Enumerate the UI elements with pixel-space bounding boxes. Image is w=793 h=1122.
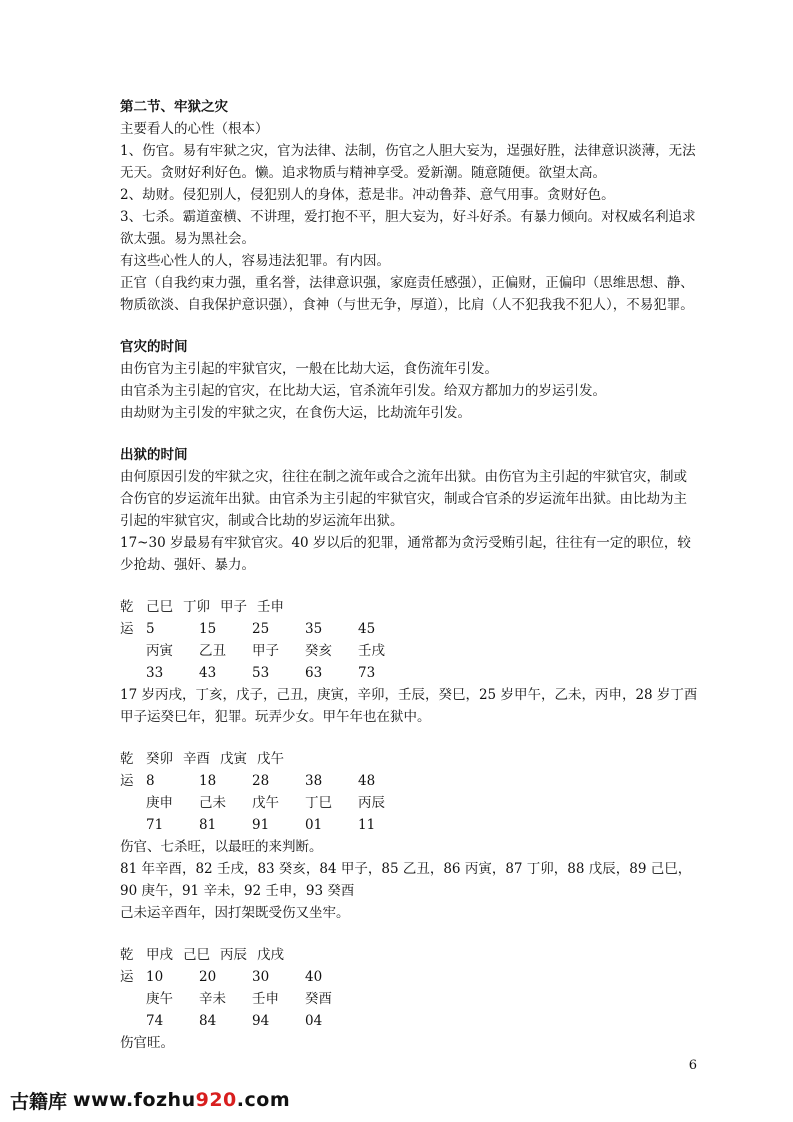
- chart-luck-row: [120, 988, 700, 1010]
- paragraph-item: 3、七杀。霸道蛮横、不讲理，爱打抱不平，胆大妄为，好斗好杀。有暴力倾向。对权威名利追求欲太强。易为黑社会。: [120, 209, 696, 247]
- chart-year: 01: [305, 817, 323, 833]
- chart-pillar: 丙辰: [220, 947, 247, 963]
- chart-year: 84: [199, 1013, 217, 1029]
- page-number: 6: [688, 1058, 697, 1073]
- chart-pillar: 丁卯: [183, 599, 210, 615]
- chart-luck: 癸亥: [305, 643, 332, 659]
- chart-pillar: 甲戌: [146, 947, 173, 963]
- chart-age: 5: [146, 621, 155, 637]
- paragraph-line: 17~30 岁最易有牢狱官灾。40 岁以后的犯罪，通常都为贪污受贿引起，往往有一定的职位，较少抢劫、强奸、暴力。: [120, 535, 691, 573]
- paragraph-item: 有这些心性人的人，容易违法犯罪。有内因。: [120, 253, 390, 269]
- chart-luck: 丙辰: [358, 795, 385, 811]
- chart-years-row: [120, 814, 700, 836]
- chart-age: 35: [305, 621, 323, 637]
- chart-pillar: 戊午: [257, 751, 284, 767]
- section-heading-guanzai: 官灾的时间: [120, 339, 188, 355]
- chart-luck: 壬申: [252, 991, 279, 1007]
- chart-age: 15: [199, 621, 217, 637]
- chart-age: 38: [305, 773, 323, 789]
- chart-luck: 壬戌: [358, 643, 385, 659]
- chart-age: 28: [252, 773, 270, 789]
- chart-note: 己未运辛酉年，因打架既受伤又坐牢。: [120, 905, 350, 921]
- watermark-url-suffix: .com: [236, 1089, 291, 1111]
- chart-year: 74: [146, 1013, 164, 1029]
- chart-age: 48: [358, 773, 376, 789]
- chart-pillar: 癸卯: [146, 751, 173, 767]
- chart-year: 94: [252, 1013, 270, 1029]
- site-watermark: [10, 1085, 290, 1115]
- chart-age: 40: [305, 969, 323, 985]
- chart-note: 伤官旺。: [120, 1035, 174, 1051]
- bazi-chart: [120, 596, 700, 728]
- chart-pillars-row: [120, 748, 700, 770]
- section-heading-chuyu: 出狱的时间: [120, 447, 188, 463]
- chart-note: 81 年辛酉，82 壬戌，83 癸亥，84 甲子，85 乙丑，86 丙寅，87 丁卯，88 戊辰，89 己巳，90 庚午，91 辛未，92 壬申，93 癸酉: [120, 861, 692, 899]
- chart-ages-row: [120, 618, 700, 640]
- chart-yun-label: 运: [120, 969, 134, 985]
- chart-year: 73: [358, 665, 376, 681]
- section-title: 第二节、牢狱之灾: [120, 99, 228, 115]
- chart-age: 45: [358, 621, 376, 637]
- chart-lead: 乾: [120, 751, 134, 767]
- paragraph-item: 正官（自我约束力强，重名誉，法律意识强，家庭责任感强），正偏财，正偏印（思维思想、静、物质欲淡、自我保护意识强），食神（与世无争，厚道），比肩（人不犯我我不犯人），不易犯罪。: [120, 275, 694, 313]
- chart-pillars-row: [120, 596, 700, 618]
- paragraph-line: 由劫财为主引发的牢狱之灾，在食伤大运，比劫流年引发。: [120, 405, 471, 421]
- chart-ages-row: [120, 770, 700, 792]
- paragraph-line: 由何原因引发的牢狱之灾，往往在制之流年或合之流年出狱。由伤官为主引起的牢狱官灾，制或合伤官的岁运流年出狱。由官杀为主引起的牢狱官灾，制或合官杀的岁运流年出狱。由比劫为主引起的牢狱官灾，制或合比劫的岁运流年出狱。: [120, 469, 687, 529]
- chart-age: 10: [146, 969, 164, 985]
- chart-year: 04: [305, 1013, 323, 1029]
- bazi-chart: [120, 944, 700, 1054]
- page-content: [120, 96, 700, 1054]
- chart-year: 63: [305, 665, 323, 681]
- chart-luck: 癸酉: [305, 991, 332, 1007]
- chart-luck: 甲子: [252, 643, 279, 659]
- paragraph-item: 1、伤官。易有牢狱之灾，官为法律、法制，伤官之人胆大妄为，逞强好胜，法律意识淡薄，无法无天。贪财好利好色。懒。追求物质与精神享受。爱新潮。随意随便。欲望太高。: [120, 143, 696, 181]
- chart-age: 20: [199, 969, 217, 985]
- paragraph-item: 2、劫财。侵犯别人，侵犯别人的身体，惹是非。冲动鲁莽、意气用事。贪财好色。: [120, 187, 615, 203]
- chart-yun-label: 运: [120, 621, 134, 637]
- chart-pillar: 壬申: [257, 599, 284, 615]
- intro-line: 主要看人的心性（根本）: [120, 121, 269, 137]
- chart-pillar: 己巳: [183, 947, 210, 963]
- chart-pillar: 甲子: [220, 599, 247, 615]
- chart-luck: 辛未: [199, 991, 226, 1007]
- chart-years-row: [120, 662, 700, 684]
- chart-luck: 庚申: [146, 795, 173, 811]
- chart-age: 8: [146, 773, 155, 789]
- chart-pillar: 己巳: [146, 599, 173, 615]
- chart-lead: 乾: [120, 599, 134, 615]
- chart-year: 43: [199, 665, 217, 681]
- chart-years-row: [120, 1010, 700, 1032]
- watermark-url-number: 920: [195, 1089, 237, 1111]
- watermark-url: [73, 1089, 290, 1111]
- chart-luck: 庚午: [146, 991, 173, 1007]
- watermark-site-name: 古籍库: [10, 1090, 68, 1113]
- chart-yun-label: 运: [120, 773, 134, 789]
- chart-age: 18: [199, 773, 217, 789]
- chart-pillars-row: [120, 944, 700, 966]
- paragraph-line: 由伤官为主引起的牢狱官灾，一般在比劫大运，食伤流年引发。: [120, 361, 498, 377]
- bazi-chart: [120, 748, 700, 924]
- chart-luck: 丙寅: [146, 643, 173, 659]
- chart-luck: 戊午: [252, 795, 279, 811]
- chart-year: 81: [199, 817, 217, 833]
- chart-year: 33: [146, 665, 164, 681]
- chart-year: 91: [252, 817, 270, 833]
- chart-lead: 乾: [120, 947, 134, 963]
- chart-age: 25: [252, 621, 270, 637]
- paragraph-line: 由官杀为主引起的官灾，在比劫大运，官杀流年引发。给双方都加力的岁运引发。: [120, 383, 606, 399]
- chart-age: 30: [252, 969, 270, 985]
- chart-luck: 丁巳: [305, 795, 332, 811]
- chart-luck-row: [120, 640, 700, 662]
- chart-year: 71: [146, 817, 164, 833]
- chart-year: 11: [358, 817, 376, 833]
- chart-luck-row: [120, 792, 700, 814]
- chart-luck: 己未: [199, 795, 226, 811]
- chart-year: 53: [252, 665, 270, 681]
- watermark-url-prefix: www.fozhu: [73, 1089, 196, 1111]
- chart-pillar: 戊戌: [257, 947, 284, 963]
- chart-note: 17 岁丙戌，丁亥，戊子，己丑，庚寅，辛卯，壬辰，癸巳，25 岁甲午，乙未，丙申，28 岁丁酉甲子运癸巳年，犯罪。玩弄少女。甲午年也在狱中。: [120, 687, 698, 725]
- chart-ages-row: [120, 966, 700, 988]
- chart-pillar: 戊寅: [220, 751, 247, 767]
- chart-pillar: 辛酉: [183, 751, 210, 767]
- chart-note: 伤官、七杀旺，以最旺的来判断。: [120, 839, 323, 855]
- chart-luck: 乙丑: [199, 643, 226, 659]
